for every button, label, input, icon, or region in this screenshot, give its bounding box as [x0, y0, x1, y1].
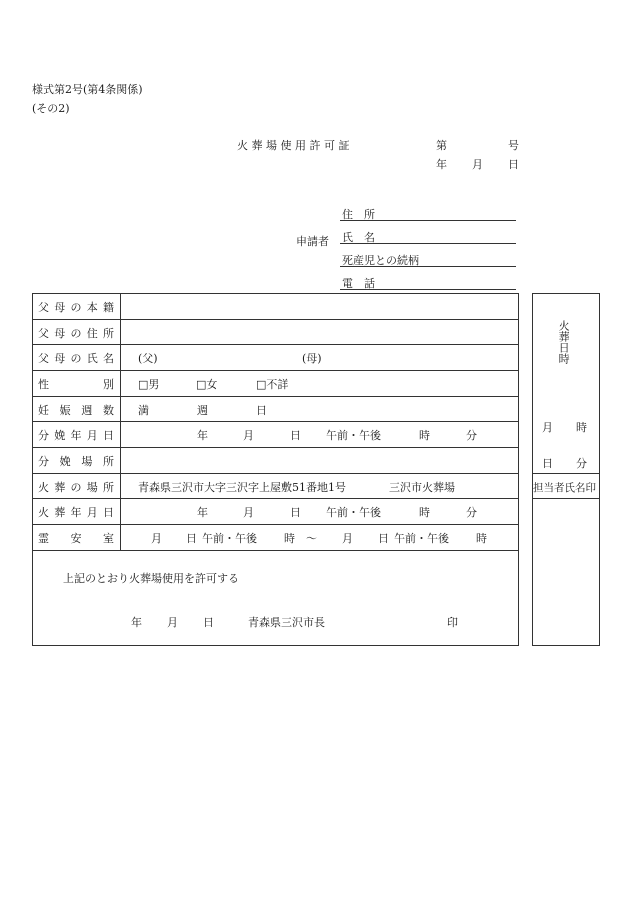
- side-minute-unit: 分: [576, 457, 587, 470]
- row-divider: [32, 396, 519, 397]
- delivery-month-unit: 月: [243, 429, 254, 442]
- cremation-hour-unit: 時: [419, 506, 430, 519]
- cremation-minute-unit: 分: [466, 506, 477, 519]
- mortuary-end-day-unit: 日: [378, 532, 389, 545]
- gestation-day-unit: 日: [256, 404, 267, 417]
- cremation-facility: 三沢市火葬場: [389, 481, 455, 494]
- cremation-place-label: 火葬の場所: [38, 481, 114, 494]
- cremation-month-unit: 月: [243, 506, 254, 519]
- sex-male-checkbox[interactable]: □男: [138, 378, 160, 391]
- row-divider: [32, 498, 519, 499]
- row-divider: [32, 447, 519, 448]
- row-divider: [32, 344, 519, 345]
- gestation-weeks-label: 妊娠週数: [38, 404, 114, 417]
- mortuary-start-day-unit: 日: [186, 532, 197, 545]
- form-sub-number: (その2): [32, 102, 70, 115]
- cremation-day-unit: 日: [290, 506, 301, 519]
- delivery-date-label: 分娩年月日: [38, 429, 114, 442]
- issue-day-label: 日: [508, 158, 519, 171]
- sex-unknown-checkbox[interactable]: □不詳: [256, 378, 289, 391]
- applicant-relation-line: [340, 266, 516, 267]
- side-divider: [532, 498, 600, 499]
- parents-honseki-label: 父母の本籍: [38, 301, 114, 314]
- cremation-address: 青森県三沢市大字三沢字上屋敷51番地1号: [138, 481, 346, 494]
- applicant-address-line: [340, 220, 516, 221]
- delivery-ampm: 午前・午後: [326, 429, 381, 442]
- issue-month-label: 月: [472, 158, 483, 171]
- row-divider: [32, 370, 519, 371]
- applicant-label: 申請者: [296, 235, 329, 248]
- side-divider: [532, 473, 600, 474]
- side-hour-unit: 時: [576, 421, 587, 434]
- issue-year-label: 年: [436, 158, 447, 171]
- number-suffix: 号: [508, 139, 519, 152]
- cremation-year-unit: 年: [197, 506, 208, 519]
- delivery-year-unit: 年: [197, 429, 208, 442]
- row-divider: [32, 319, 519, 320]
- applicant-phone-line: [340, 289, 516, 290]
- delivery-day-unit: 日: [290, 429, 301, 442]
- main-table: [32, 293, 519, 646]
- parents-address-label: 父母の住所: [38, 327, 114, 340]
- parents-name-label: 父母の氏名: [38, 352, 114, 365]
- mortuary-label: 霊安室: [38, 532, 114, 545]
- row-divider: [32, 421, 519, 422]
- mayor-seal: 印: [447, 616, 458, 629]
- permit-year-unit: 年: [131, 616, 142, 629]
- staff-seal-label: 担当者氏名印: [533, 482, 596, 494]
- father-label: (父): [138, 352, 158, 365]
- mortuary-end-month-unit: 月: [342, 532, 353, 545]
- sex-female-checkbox[interactable]: □女: [196, 378, 218, 391]
- side-day-unit: 日: [542, 457, 553, 470]
- row-divider: [32, 473, 519, 474]
- applicant-relation-label: 死産児との続柄: [342, 254, 419, 267]
- applicant-name-line: [340, 243, 516, 244]
- row-divider: [32, 550, 519, 551]
- mortuary-start-ampm: 午前・午後: [202, 532, 257, 545]
- applicant-name-label: 氏 名: [342, 231, 375, 244]
- mortuary-start-month-unit: 月: [151, 532, 162, 545]
- cremation-date-label: 火葬年月日: [38, 506, 114, 519]
- row-divider: [32, 524, 519, 525]
- permit-statement: 上記のとおり火葬場使用を許可する: [63, 572, 239, 585]
- mortuary-range-tilde: ～: [306, 532, 317, 545]
- cremation-schedule-heading: 火葬日時: [557, 320, 571, 364]
- gestation-week-unit: 週: [197, 404, 208, 417]
- applicant-address-label: 住 所: [342, 208, 375, 221]
- sex-label: 性別: [38, 378, 114, 391]
- cremation-ampm: 午前・午後: [326, 506, 381, 519]
- delivery-hour-unit: 時: [419, 429, 430, 442]
- mother-label: (母): [302, 352, 322, 365]
- delivery-minute-unit: 分: [466, 429, 477, 442]
- gestation-full-label: 満: [138, 404, 149, 417]
- mortuary-start-hour-unit: 時: [284, 532, 295, 545]
- permit-month-unit: 月: [167, 616, 178, 629]
- mortuary-end-ampm: 午前・午後: [394, 532, 449, 545]
- applicant-phone-label: 電 話: [342, 277, 375, 290]
- mayor-title: 青森県三沢市長: [248, 616, 325, 629]
- mortuary-end-hour-unit: 時: [476, 532, 487, 545]
- delivery-place-label: 分娩場所: [38, 455, 114, 468]
- document-title: 火 葬 場 使 用 許 可 証: [237, 139, 350, 152]
- number-prefix: 第: [436, 139, 447, 152]
- form-number: 様式第2号(第4条関係): [32, 83, 143, 96]
- side-month-unit: 月: [542, 421, 553, 434]
- permit-day-unit: 日: [203, 616, 214, 629]
